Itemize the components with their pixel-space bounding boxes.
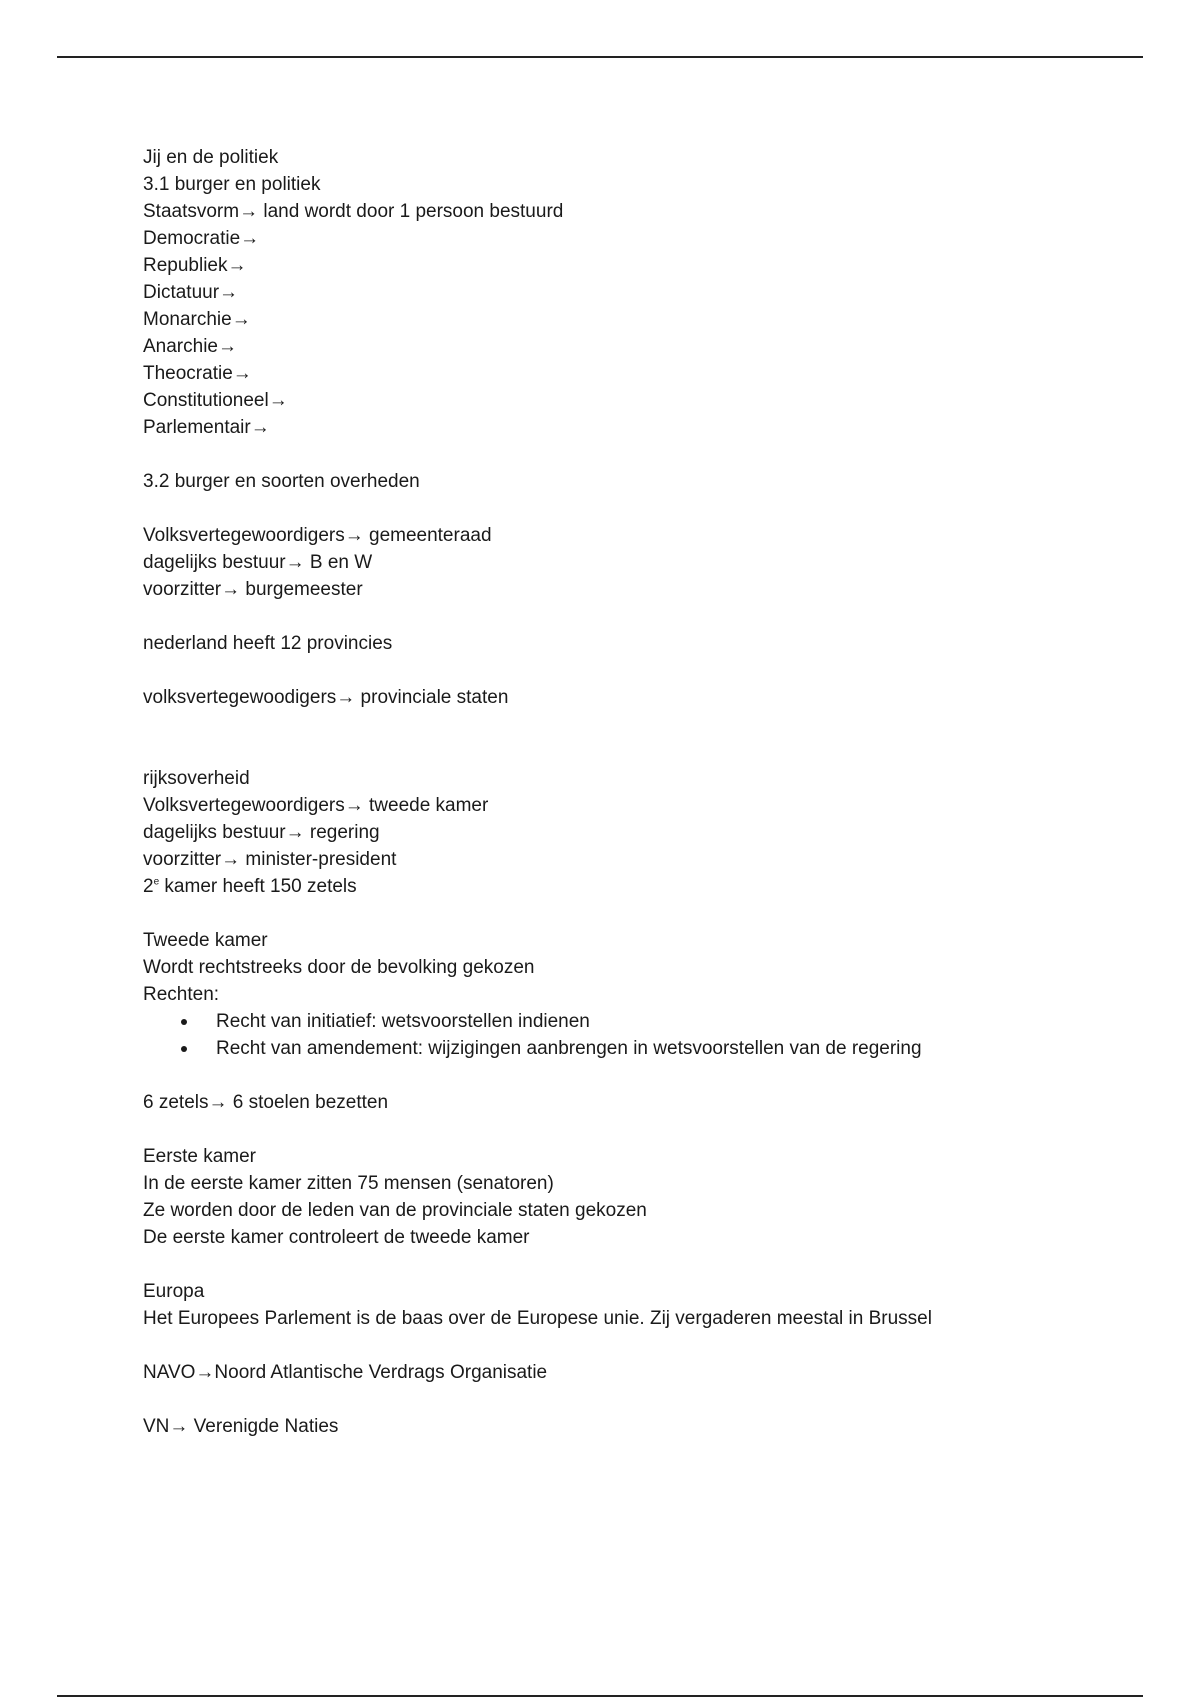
subheading-eerste-kamer: Eerste kamer — [143, 1146, 256, 1167]
text-line: Staatsvorm→ land wordt door 1 persoon bestuurd — [143, 201, 564, 222]
document-body — [143, 144, 1093, 1440]
list-item: Recht van amendement: wijzigingen aanbrengen in wetsvoorstellen van de regering — [143, 1035, 1093, 1062]
section-heading-3-1: 3.1 burger en politiek — [143, 174, 321, 195]
ordinal-number: 2 — [143, 876, 154, 897]
text-line: nederland heeft 12 provincies — [143, 633, 393, 654]
bullet-icon — [181, 1046, 187, 1052]
text-line: Democratie→ — [143, 228, 260, 249]
subheading-tweede-kamer: Tweede kamer — [143, 930, 268, 951]
text-span: kamer heeft 150 zetels — [159, 876, 357, 897]
text-line: Anarchie→ — [143, 336, 237, 357]
text-line: voorzitter→ minister-president — [143, 849, 397, 870]
ordinal-suffix: e — [153, 876, 160, 888]
text-line: Republiek→ — [143, 255, 247, 276]
text-line: Wordt rechtstreeks door de bevolking gekozen — [143, 957, 535, 978]
bullet-icon — [181, 1019, 187, 1025]
document-title: Jij en de politiek — [143, 147, 279, 168]
text-line: dagelijks bestuur→ B en W — [143, 552, 373, 573]
text-line: Het Europees Parlement is de baas over de Europese unie. Zij vergaderen meestal in Brussel — [143, 1308, 932, 1329]
text-line: Ze worden door de leden van de provinciale staten gekozen — [143, 1200, 647, 1221]
text-line: In de eerste kamer zitten 75 mensen (senatoren) — [143, 1173, 554, 1194]
text-line: Rechten: — [143, 984, 220, 1005]
text-line: Monarchie→ — [143, 309, 251, 330]
subheading-europa: Europa — [143, 1281, 205, 1302]
text-line: Constitutioneel→ — [143, 390, 288, 411]
section-heading-3-2: 3.2 burger en soorten overheden — [143, 471, 420, 492]
bottom-rule — [57, 1695, 1143, 1697]
rights-list — [143, 1008, 1093, 1062]
text-line: volksvertegewoodigers→ provinciale staten — [143, 687, 509, 708]
text-line — [143, 873, 1093, 900]
text-line: De eerste kamer controleert de tweede kamer — [143, 1227, 530, 1248]
text-line: NAVO→Noord Atlantische Verdrags Organisatie — [143, 1362, 548, 1383]
subheading-rijksoverheid: rijksoverheid — [143, 768, 250, 789]
text-line: 6 zetels→ 6 stoelen bezetten — [143, 1092, 389, 1113]
text-line: Dictatuur→ — [143, 282, 239, 303]
text-line: Theocratie→ — [143, 363, 252, 384]
text-line: Parlementair→ — [143, 417, 270, 438]
text-line: Volksvertegewoordigers→ tweede kamer — [143, 795, 489, 816]
text-line: Volksvertegewoordigers→ gemeenteraad — [143, 525, 492, 546]
list-item: Recht van initiatief: wetsvoorstellen indienen — [143, 1008, 1093, 1035]
text-line: voorzitter→ burgemeester — [143, 579, 363, 600]
text-line: VN→ Verenigde Naties — [143, 1416, 339, 1437]
text-line: dagelijks bestuur→ regering — [143, 822, 380, 843]
top-rule — [57, 56, 1143, 58]
